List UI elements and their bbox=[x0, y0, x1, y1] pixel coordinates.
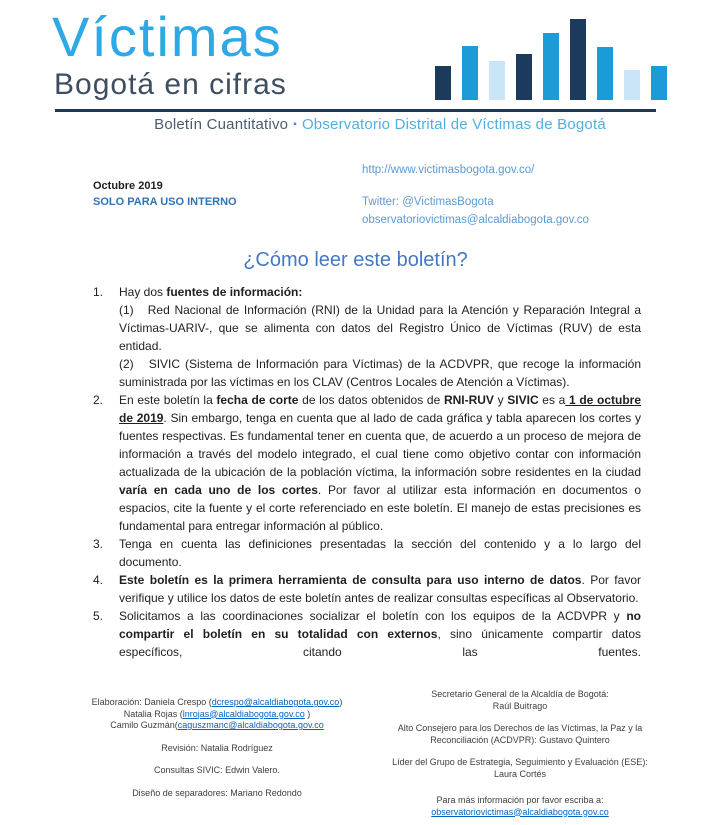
credit-line: Diseño de separadores: Mariano Redondo bbox=[132, 787, 302, 798]
credit-line: Elaboración: Daniela Crespo (dcrespo@alcaldiabogota.gov.co) bbox=[91, 697, 343, 707]
list-number: 3. bbox=[93, 537, 104, 551]
credits-left-column bbox=[86, 697, 348, 799]
credit-line: Raúl Buitrago bbox=[492, 700, 548, 711]
internal-use-label: SOLO PARA USO INTERNO bbox=[93, 196, 237, 208]
list-number: 1. bbox=[93, 285, 104, 299]
list-number: 5. bbox=[93, 609, 104, 623]
credit-line: Camilo Guzmán(caguszmanc@alcaldiabogota.gov.co bbox=[110, 720, 324, 730]
list-text: Solicitamos a las coordinaciones socializar el boletín con los equipos de la ACDVPR y no compartir el boletín en su totalidad con externos, sino únicamente compartir datos específicos, citando las fuentes. bbox=[119, 609, 642, 659]
credit-line: Alto Consejero para los Derechos de las Víctimas, la Paz y la bbox=[397, 723, 643, 733]
email-link[interactable]: lnrojas@alcaldiabogota.gov.co bbox=[182, 708, 305, 719]
list-item bbox=[93, 391, 641, 535]
logo-bar bbox=[570, 19, 586, 100]
credit-line: Reconciliación (ACDVPR): Gustavo Quintero bbox=[430, 734, 610, 745]
logo-bar bbox=[624, 70, 640, 100]
how-to-read-list bbox=[93, 283, 641, 661]
list-text-block bbox=[119, 607, 641, 661]
email-link[interactable]: observatoriovictimas@alcaldiabogota.gov.co bbox=[431, 806, 609, 817]
email-link[interactable]: dcrespo@alcaldiabogota.gov.co bbox=[211, 697, 340, 707]
logo-bar bbox=[597, 47, 613, 100]
square-bullet-icon: ▪ bbox=[293, 119, 297, 130]
list-text: Tenga en cuenta las definiciones presentadas la sección del contenido y a lo largo del documento. bbox=[119, 537, 641, 569]
tagline-left: Boletín Cuantitativo bbox=[154, 116, 289, 133]
logo-bar bbox=[651, 66, 667, 100]
logo-bar bbox=[543, 33, 559, 100]
website-link[interactable]: http://www.victimasbogota.gov.co/ bbox=[362, 164, 535, 176]
list-text-block bbox=[119, 391, 641, 535]
list-item bbox=[93, 535, 641, 571]
credit-line: Consultas SIVIC: Edwin Valero. bbox=[154, 765, 280, 775]
tagline bbox=[60, 116, 700, 133]
issue-date: Octubre 2019 bbox=[93, 180, 163, 192]
logo-bar-chart-icon bbox=[435, 19, 667, 100]
tagline-right: Observatorio Distrital de Víctimas de Bogotá bbox=[301, 116, 606, 133]
credit-line: Secretario General de la Alcaldía de Bogotá: bbox=[431, 689, 609, 699]
list-item bbox=[93, 283, 641, 391]
list-number: 2. bbox=[93, 393, 104, 407]
header-divider bbox=[55, 109, 656, 112]
logo-subtitle: Bogotá en cifras bbox=[54, 68, 287, 101]
logo-bar bbox=[435, 66, 451, 100]
list-item bbox=[93, 607, 641, 661]
list-subitem: (2) SIVIC (Sistema de Información para Víctimas) de la ACDVPR, que recoge la información suministrada por las víctimas en los CLAV (Centros Locales de Atención a Víctimas). bbox=[119, 357, 641, 389]
logo-bar bbox=[489, 61, 505, 100]
list-number: 4. bbox=[93, 573, 104, 587]
credit-line: Líder del Grupo de Estrategia, Seguimiento y Evaluación (ESE): bbox=[392, 757, 648, 767]
logo-bar bbox=[516, 54, 532, 100]
credit-line: Natalia Rojas (lnrojas@alcaldiabogota.gov.co ) bbox=[123, 708, 311, 719]
section-title: ¿Cómo leer este boletín? bbox=[243, 249, 468, 271]
list-text-block bbox=[119, 535, 641, 571]
list-text: Este boletín es la primera herramienta de consulta para uso interno de datos. Por favor verifique y utilice los datos de este boletín antes de realizar consultas específicas al Observatorio. bbox=[119, 573, 641, 605]
credit-line: Revisión: Natalia Rodríguez bbox=[161, 742, 273, 753]
contact-email-link[interactable]: observatoriovictimas@alcaldiabogota.gov.co bbox=[362, 214, 589, 226]
credits-right-column bbox=[362, 689, 678, 818]
list-text-block bbox=[119, 571, 641, 607]
credit-line: Para más información por favor escriba a: bbox=[436, 795, 604, 805]
twitter-link[interactable]: Twitter: @VictimasBogota bbox=[362, 196, 494, 208]
list-item bbox=[93, 571, 641, 607]
credit-line: Laura Cortés bbox=[493, 768, 547, 779]
list-text-block bbox=[119, 283, 641, 391]
email-link[interactable]: caguszmanc@alcaldiabogota.gov.co bbox=[177, 720, 324, 730]
list-text: Hay dos fuentes de información: bbox=[119, 285, 303, 299]
logo-bar bbox=[462, 46, 478, 100]
list-subitem: (1) Red Nacional de Información (RNI) de la Unidad para la Atención y Reparación Integral a Víctimas-UARIV-, que se alimenta con datos del Registro Único de Víctimas (RUV) de esta entidad. bbox=[119, 303, 641, 353]
list-text: En este boletín la fecha de corte de los datos obtenidos de RNI-RUV y SIVIC es a 1 de octubre de 2019. Sin embargo, tenga en cuenta que al lado de cada gráfica y tabla aparecen los cortes y fuentes respectivas. Es fundamental tener en cuenta que, de acuerdo a un proceso de mejora de información a través del modelo integrado, el cual tiene como objetivo contar con información actualizada de la ubicación de la población víctima, la información sobre residentes en la ciudad varía en cada uno de los cortes. Por favor al utilizar esta información en documentos o espacios, cite la fuente y el corte referenciado en este boletín. El manejo de estas precisiones es fundamental para entregar información al público. bbox=[119, 393, 642, 533]
logo-title: Víctimas bbox=[52, 5, 283, 68]
